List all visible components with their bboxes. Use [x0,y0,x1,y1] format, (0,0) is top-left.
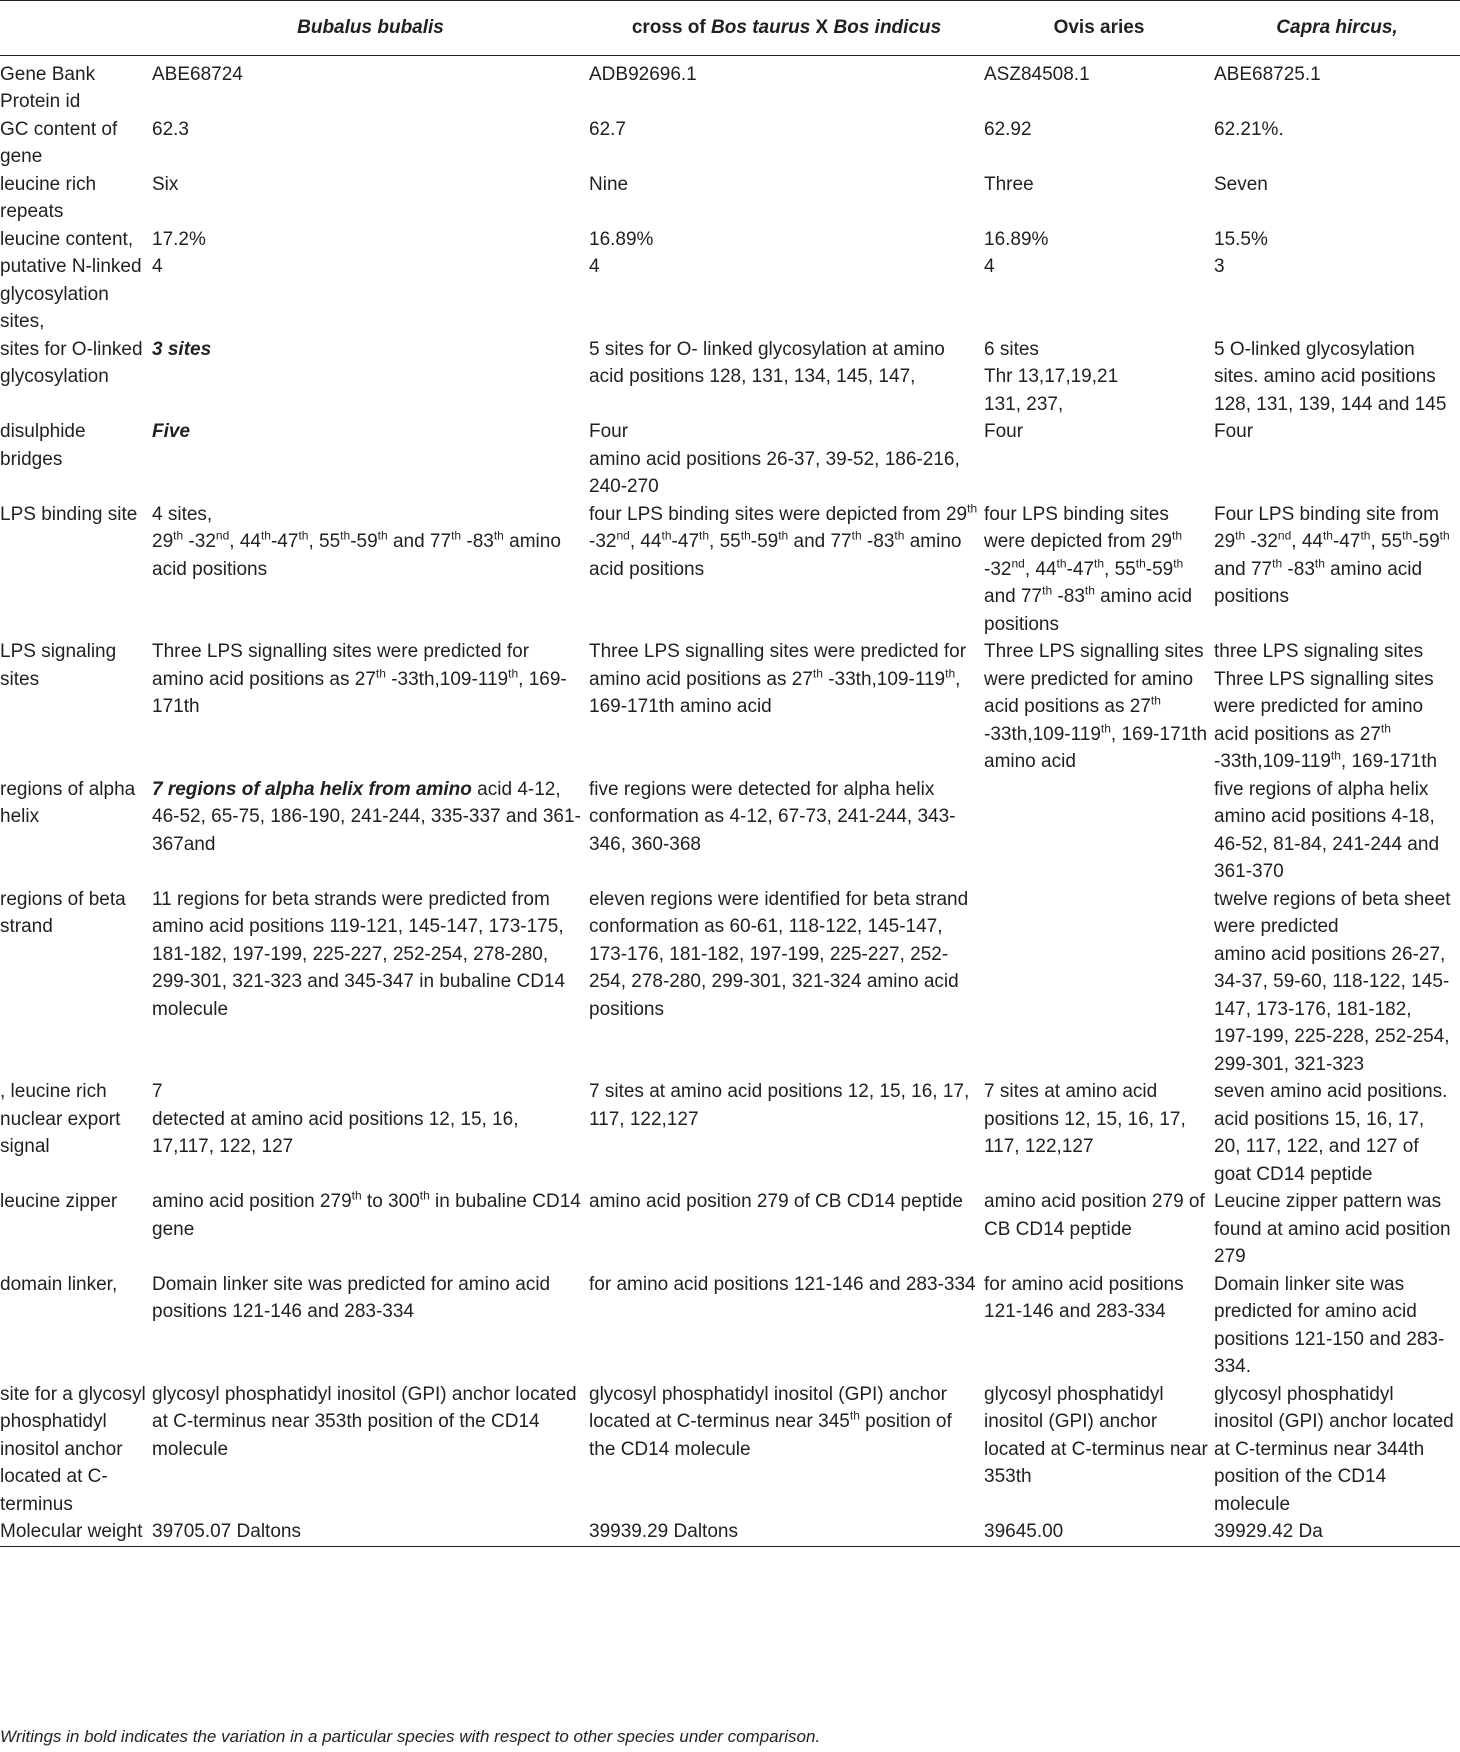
cell-bos-cross: 62.7 [589,118,626,140]
cell-bos-cross: glycosyl phosphatidyl inositol (GPI) anchor located at C-terminus near 345th position of the CD14 molecule [589,1383,952,1460]
cell-ovis [984,886,1214,1079]
cell-ovis: Four [984,421,1024,442]
table-row [0,336,1460,419]
cell-bos-cross: Nine [589,173,629,195]
cell-capra [1214,886,1460,1079]
row-label: Gene Bank Protein id [0,63,96,112]
cell-line: amino acid positions 26-37, 39-52, 186-216, 240-270 [589,448,960,497]
cell-capra: 39929.42 Da [1214,1518,1460,1546]
cell-line: 6 sites [984,338,1039,360]
cell-line: amino acid positions 26-27, 34-37, 59-60, 118-122, 145-147, 173-176, 181-182, 197-199, 225-228, 252-254, 299-301, 321-323 [1214,943,1450,1075]
cell-capra: glycosyl phosphatidyl inositol (GPI) anchor located at C-terminus near 344th position of the CD14 molecule [1214,1383,1454,1515]
cell-bubalus: 11 regions for beta strands were predicted from amino acid positions 119-121, 145-147, 173-175, 181-182, 197-199, 225-227, 252-254, 278-280, 299-301, 321-323 and 345-347 in bubaline CD14 molecule [152,888,566,1020]
cell-line: 4 sites, [152,503,213,525]
cell-ovis: 39645.00 [984,1518,1214,1546]
bold-variation: 7 regions of alpha helix from amino [152,778,472,800]
cell-bubalus [152,1078,589,1188]
cell-ovis: ASZ84508.1 [984,63,1090,85]
cell-bos-cross: 5 sites for O- linked glycosylation at amino acid positions 128, 131, 134, 145, 147, [589,338,945,387]
table-row [0,1078,1460,1188]
cell-ovis: Three LPS signalling sites were predicted for amino acid positions as 27th -33th,109-119th, 169-171th amino acid [984,641,1208,772]
cell-capra: Four [1214,421,1254,442]
cell-line: detected at amino acid positions 12, 15, 16, 17,117, 122, 127 [152,1108,519,1157]
row-label: site for a glycosyl phosphatidyl inositol anchor located at C-terminus [0,1383,146,1515]
header-capra: Capra hircus, [1214,1,1460,56]
table-row [0,501,1460,639]
table-row [0,886,1460,1079]
cell-ovis: amino acid position 279 of CB CD14 peptide [984,1191,1205,1240]
cell-bubalus: Six [152,173,179,195]
cell-text: Three LPS signalling sites were predicted for amino acid positions as 27th -33th,109-119th, 169-171th [1214,668,1438,772]
cell-text: 29th -32nd, 44th-47th, 55th-59th and 77th -83th amino acid positions [152,528,561,580]
row-label: disulphide bridges [0,421,86,470]
cell-bubalus: glycosyl phosphatidyl inositol (GPI) anchor located at C-terminus near 353th position of the CD14 molecule [152,1383,577,1460]
cell-ovis: 4 [984,256,995,277]
table-row [0,116,1460,171]
cell-bos-cross: eleven regions were identified for beta strand conformation as 60-61, 118-122, 145-147, 173-176, 181-182, 197-199, 225-227, 252-254, 278-280, 299-301, 321-324 amino acid positions [589,888,969,1020]
cell-bos-cross: Three LPS signalling sites were predicted for amino acid positions as 27th -33th,109-119th, 169-171th amino acid [589,641,967,717]
cell-bos-cross [589,418,984,501]
cell-capra: Seven [1214,173,1268,195]
cell-bos-cross: 4 [589,256,600,277]
cell-line: three LPS signaling sites [1214,641,1424,662]
cell-ovis: glycosyl phosphatidyl inositol (GPI) anchor located at C-terminus near 353th [984,1383,1208,1487]
cell-bubalus: 17.2% [152,228,206,250]
cell-bubalus: ABE68724 [152,63,243,85]
table-row [0,418,1460,501]
cell-capra: Leucine zipper pattern was found at amino acid position 279 [1214,1191,1451,1267]
table-footnote: Writings in bold indicates the variation in a particular species with respect to other species under comparison. [0,1727,821,1746]
table-row [0,1188,1460,1271]
cell-line: 131, 237, [984,393,1064,415]
cell-bubalus [152,336,589,419]
cell-bubalus: amino acid position 279th to 300th in bubaline CD14 gene [152,1188,581,1240]
cell-bubalus: 62.3 [152,118,189,140]
cell-capra [1214,638,1460,776]
cell-bubalus [152,501,589,639]
cell-bos-cross: four LPS binding sites were depicted from 29th -32nd, 44th-47th, 55th-59th and 77th -83th amino acid positions [589,501,978,580]
cell-line: Four [589,421,629,442]
cell-line: twelve regions of beta sheet were predicted [1214,888,1451,937]
row-label: , leucine rich nuclear export signal [0,1081,121,1157]
table-row [0,226,1460,254]
row-label: GC content of gene [0,118,118,167]
row-label: putative N-linked glycosylation sites, [0,256,142,332]
row-label: leucine content, [0,228,134,250]
cell-line: Thr 13,17,19,21 [984,366,1119,387]
cell-capra: seven amino acid positions. acid positions 15, 16, 17, 20, 117, 122, and 127 of goat CD14 peptide [1214,1081,1448,1185]
cell-ovis: Three [984,173,1034,195]
cell-bos-cross: 16.89% [589,228,654,250]
row-label: regions of alpha helix [0,778,136,827]
cell-bos-cross: 39939.29 Daltons [589,1518,984,1546]
cell-ovis: for amino acid positions 121-146 and 283-334 [984,1273,1184,1322]
table-row [0,638,1460,776]
cell-capra: ABE68725.1 [1214,63,1321,85]
table-row [0,1381,1460,1519]
table-row [0,253,1460,336]
bold-variation: 3 sites [152,338,212,360]
header-row [0,1,1460,56]
cell-capra: 3 [1214,256,1225,277]
header-corner [0,1,152,56]
cell-ovis: four LPS binding sites were depicted from 29th -32nd, 44th-47th, 55th-59th and 77th -83th amino acid positions [984,503,1193,635]
cell-bos-cross: ADB92696.1 [589,63,697,85]
row-label: LPS signaling sites [0,641,117,690]
row-label: sites for O-linked glycosylation [0,338,143,387]
table-row [0,776,1460,886]
table-row [0,55,1460,116]
cell-bos-cross: 7 sites at amino acid positions 12, 15, 16, 17, 117, 122,127 [589,1081,970,1130]
row-label: leucine zipper [0,1191,118,1212]
row-label: regions of beta strand [0,888,126,937]
cell-bubalus: 4 [152,256,163,277]
cell-ovis: 62.92 [984,118,1032,140]
cell-bubalus [152,418,589,501]
cell-capra: Domain linker site was predicted for amino acid positions 121-150 and 283-334. [1214,1273,1445,1377]
cell-bos-cross: for amino acid positions 121-146 and 283-334 [589,1273,976,1295]
header-bubalus: Bubalus bubalis [152,1,589,56]
row-label: domain linker, [0,1273,118,1295]
cell-capra: 62.21%. [1214,118,1284,140]
cell-ovis: 7 sites at amino acid positions 12, 15, 16, 17, 117, 122,127 [984,1081,1186,1157]
header-ovis: Ovis aries [984,1,1214,56]
cell-capra: 15.5% [1214,228,1268,250]
cell-bubalus: 39705.07 Daltons [152,1518,589,1546]
row-label: Molecular weight [0,1518,152,1546]
cell-capra: Four LPS binding site from 29th -32nd, 44th-47th, 55th-59th and 77th -83th amino acid positions [1214,503,1450,607]
cell-bos-cross: five regions were detected for alpha helix conformation as 4-12, 67-73, 241-244, 343-346, 360-368 [589,778,956,855]
cell-capra: five regions of alpha helix amino acid positions 4-18, 46-52, 81-84, 241-244 and 361-370 [1214,778,1440,882]
cell-bubalus: Domain linker site was predicted for amino acid positions 121-146 and 283-334 [152,1273,551,1322]
row-label: leucine rich repeats [0,173,97,222]
table-row [0,171,1460,226]
header-bos-cross: cross of Bos taurus X Bos indicus [589,1,984,56]
table-row [0,1518,1460,1546]
cell-bubalus: Three LPS signalling sites were predicted for amino acid positions as 27th -33th,109-119th, 169-171th [152,641,567,717]
table-row [0,1271,1460,1381]
cell-bos-cross: amino acid position 279 of CB CD14 peptide [589,1191,963,1212]
cell-line: 7 [152,1081,163,1102]
cell-ovis [984,336,1214,419]
cell-ovis [984,776,1214,886]
row-label: LPS binding site [0,503,138,525]
cell-capra: 5 O-linked glycosylation sites. amino acid positions 128, 131, 139, 144 and 145 [1214,338,1447,415]
bold-variation: Five [152,421,191,442]
cell-ovis: 16.89% [984,228,1049,250]
cell-bubalus: 7 regions of alpha helix from amino acid 4-12, 46-52, 65-75, 186-190, 241-244, 335-337 and 361-367and [152,778,581,855]
